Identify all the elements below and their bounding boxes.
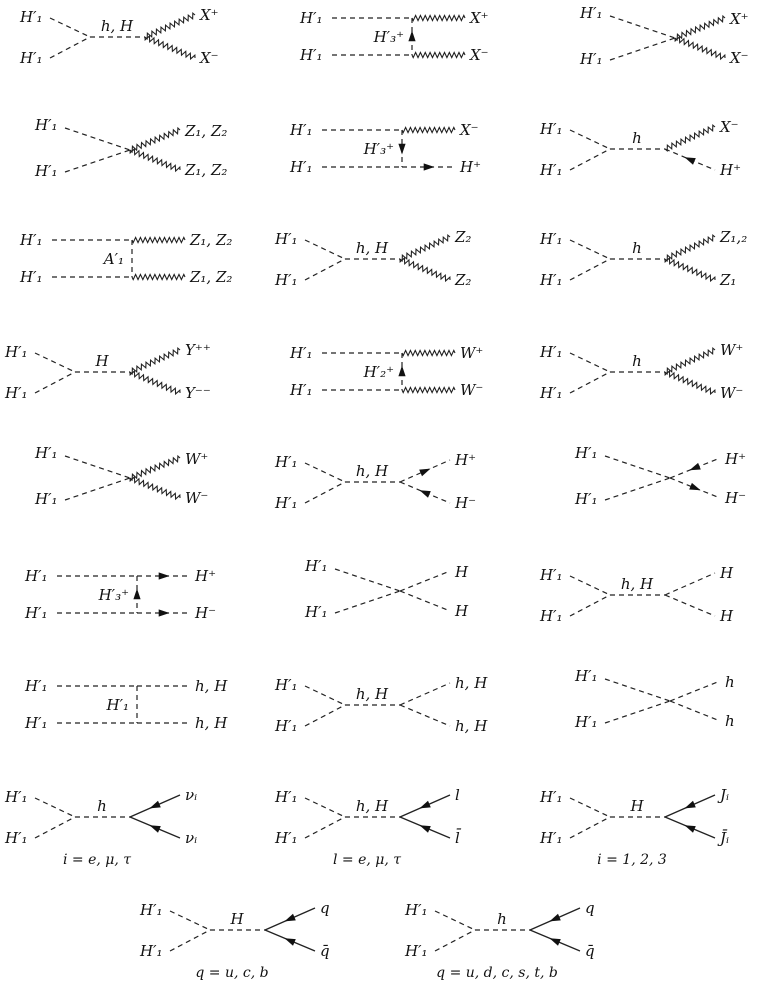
outgoing-label-2: Z₁, Z₂: [190, 268, 233, 286]
outgoing-line-2-arrow: [685, 825, 696, 833]
propagator-label: h, H: [355, 685, 389, 703]
outgoing-line-2: [130, 477, 180, 499]
incoming-label-1: H′₁: [405, 901, 428, 919]
outgoing-line-2: [675, 37, 725, 59]
incoming-line-2: [170, 930, 210, 951]
outgoing-line-2: [412, 52, 465, 57]
incoming-line-2: [305, 482, 345, 503]
outgoing-label-2: Z₁, Z₂: [185, 161, 228, 179]
incoming-line-1: [605, 679, 670, 701]
incoming-line-2: [570, 149, 610, 170]
incoming-label-2: H′₁: [540, 607, 563, 625]
diagram-d6: [539, 118, 741, 179]
incoming-line-2: [570, 595, 610, 616]
incoming-line-2: [305, 259, 345, 280]
incoming-label-2: H′₁: [20, 268, 43, 286]
outgoing-label-1: H⁺: [725, 450, 746, 468]
incoming-label-1: H′₁: [540, 566, 563, 584]
outgoing-label-2: h, H: [195, 714, 228, 732]
incoming-label-1: H′₁: [290, 121, 313, 139]
outgoing-line-2-arrow: [159, 609, 170, 616]
outgoing-line-1-arrow: [285, 914, 296, 922]
incoming-label-2: H′₁: [25, 714, 48, 732]
incoming-label-1: H′₁: [5, 788, 28, 806]
outgoing-line-1: [675, 16, 725, 40]
outgoing-label-2: X⁻: [200, 49, 219, 67]
incoming-label-2: H′₁: [20, 49, 43, 67]
outgoing-label-1: Z₁,₂: [720, 228, 748, 246]
propagator-label: A′₁: [103, 250, 124, 268]
outgoing-line-1-arrow: [419, 469, 430, 477]
propagator-label: H′₃⁺: [363, 140, 394, 158]
diagram-d4: [34, 116, 227, 180]
outgoing-line-2-arrow: [550, 938, 561, 946]
outgoing-label-1: Jᵢ: [720, 786, 730, 804]
diagram-d9: [539, 228, 747, 289]
outgoing-label-1: X⁻: [460, 121, 479, 139]
incoming-label-1: H′₁: [5, 343, 28, 361]
incoming-label-1: H′₁: [20, 8, 43, 26]
diagram-d2: [299, 9, 489, 64]
outgoing-line-1-arrow: [689, 463, 700, 470]
incoming-label-1: H′₁: [20, 231, 43, 249]
propagator-arrow: [133, 589, 140, 600]
incoming-label-1: H′₁: [275, 230, 298, 248]
incoming-label-1: H′₁: [575, 667, 598, 685]
propagator-label: h: [632, 129, 642, 147]
outgoing-label-2: q̄: [320, 942, 330, 960]
outgoing-label-1: h, H: [455, 674, 488, 692]
diagram-d14: [274, 451, 476, 512]
outgoing-line-1: [132, 237, 185, 242]
propagator-label: h: [97, 797, 107, 815]
incoming-line-2: [570, 817, 610, 838]
incoming-line-2: [605, 478, 670, 500]
outgoing-label-1: h, H: [195, 677, 228, 695]
outgoing-line-1: [665, 235, 715, 261]
diagram-d19: [24, 677, 228, 732]
outgoing-line-1: [145, 13, 195, 39]
propagator-arrow: [398, 366, 405, 377]
incoming-line-1: [570, 130, 610, 149]
diagram-d8: [274, 228, 471, 289]
outgoing-label-1: W⁺: [460, 344, 484, 362]
incoming-label-1: H′₁: [540, 343, 563, 361]
diagram-d16: [24, 567, 216, 622]
diagram-d23: [274, 786, 461, 868]
diagram-caption: i = e, μ, τ: [62, 852, 132, 868]
outgoing-label-1: νᵢ: [185, 786, 198, 804]
outgoing-line-2: [400, 705, 450, 726]
incoming-label-1: H′₁: [575, 444, 598, 462]
outgoing-line-2: [130, 149, 180, 171]
outgoing-line-2-arrow: [685, 157, 696, 165]
incoming-label-1: H′₁: [580, 4, 603, 22]
incoming-line-2: [610, 38, 675, 60]
outgoing-line-2: [665, 595, 715, 616]
outgoing-label-1: h: [725, 673, 735, 691]
diagram-d24: [539, 786, 729, 868]
incoming-label-2: H′₁: [405, 942, 428, 960]
outgoing-label-2: H⁺: [460, 158, 481, 176]
incoming-line-1: [335, 569, 400, 591]
incoming-line-1: [65, 128, 130, 150]
outgoing-line-2: [130, 371, 180, 394]
incoming-label-2: H′₁: [140, 942, 163, 960]
outgoing-label-2: Z₂: [455, 271, 472, 289]
propagator-label: H′₂⁺: [363, 363, 394, 381]
diagram-d10: [4, 341, 211, 402]
incoming-label-2: H′₁: [5, 384, 28, 402]
incoming-label-2: H′₁: [575, 490, 598, 508]
incoming-label-1: H′₁: [25, 567, 48, 585]
incoming-line-1: [305, 463, 345, 482]
outgoing-line-1: [412, 15, 465, 20]
outgoing-label-2: Y⁻⁻: [185, 384, 211, 402]
outgoing-line-1: [130, 456, 180, 480]
outgoing-label-1: Z₁, Z₂: [190, 231, 233, 249]
outgoing-label-1: X⁻: [720, 118, 739, 136]
outgoing-label-2: q̄: [585, 942, 595, 960]
outgoing-line-2: [145, 36, 195, 59]
outgoing-label-1: X⁺: [200, 6, 219, 24]
outgoing-label-2: H⁺: [720, 161, 741, 179]
incoming-line-1: [35, 798, 75, 817]
outgoing-line-1-arrow: [150, 801, 161, 809]
outgoing-label-2: W⁻: [720, 384, 744, 402]
outgoing-label-2: W⁻: [460, 381, 484, 399]
incoming-line-2: [435, 930, 475, 951]
outgoing-line-1-arrow: [550, 914, 561, 922]
incoming-line-2: [65, 150, 130, 172]
diagram-caption: q = u, d, c, s, t, b: [436, 965, 558, 981]
diagram-d25: [139, 899, 330, 981]
incoming-line-1: [305, 798, 345, 817]
diagram-d18: [539, 564, 734, 625]
outgoing-line-2: [670, 701, 720, 721]
outgoing-line-1: [665, 573, 715, 595]
propagator-label: H: [230, 910, 244, 928]
outgoing-label-1: W⁺: [185, 450, 209, 468]
incoming-line-1: [35, 353, 75, 372]
outgoing-line-2: [400, 258, 450, 281]
diagram-caption: q = u, c, b: [195, 965, 269, 981]
outgoing-line-2-arrow: [420, 490, 431, 498]
outgoing-label-1: Y⁺⁺: [185, 341, 211, 359]
incoming-label-2: H′₁: [290, 381, 313, 399]
incoming-line-2: [570, 259, 610, 280]
incoming-label-1: H′₁: [305, 557, 328, 575]
incoming-line-1: [65, 456, 130, 478]
outgoing-label-2: l̄: [455, 829, 460, 847]
outgoing-label-2: h, H: [455, 717, 488, 735]
outgoing-line-2-arrow: [285, 938, 296, 946]
outgoing-line-1-arrow: [420, 801, 431, 809]
incoming-label-1: H′₁: [35, 444, 58, 462]
propagator-label: h, H: [100, 17, 134, 35]
incoming-label-2: H′₁: [305, 603, 328, 621]
propagator-label: h, H: [355, 239, 389, 257]
incoming-label-2: H′₁: [540, 271, 563, 289]
outgoing-label-1: l: [455, 786, 460, 804]
outgoing-label-2: X⁻: [470, 46, 489, 64]
incoming-line-1: [305, 240, 345, 259]
incoming-label-2: H′₁: [35, 490, 58, 508]
incoming-label-2: H′₁: [5, 829, 28, 847]
outgoing-line-2: [400, 591, 450, 611]
incoming-label-1: H′₁: [290, 344, 313, 362]
diagram-d26: [404, 899, 595, 981]
incoming-line-1: [605, 456, 670, 478]
diagram-d17: [304, 557, 469, 621]
propagator-label: H′₃⁺: [373, 28, 404, 46]
incoming-label-2: H′₁: [275, 829, 298, 847]
diagram-d11: [289, 344, 483, 399]
incoming-label-1: H′₁: [25, 677, 48, 695]
outgoing-line-2-arrow: [424, 163, 435, 170]
propagator-label: h, H: [355, 462, 389, 480]
propagator-label: H: [95, 352, 109, 370]
outgoing-label-2: H⁻: [195, 604, 216, 622]
outgoing-label-1: W⁺: [720, 341, 744, 359]
incoming-label-1: H′₁: [35, 116, 58, 134]
incoming-line-2: [605, 701, 670, 723]
propagator-label: H′₁: [106, 696, 129, 714]
incoming-line-2: [570, 372, 610, 393]
incoming-line-1: [50, 18, 90, 37]
incoming-label-2: H′₁: [275, 271, 298, 289]
propagator-arrow: [408, 31, 415, 42]
outgoing-line-1: [400, 571, 450, 591]
incoming-label-2: H′₁: [25, 604, 48, 622]
outgoing-line-2-arrow: [689, 483, 700, 490]
diagram-d3: [579, 4, 749, 68]
outgoing-line-1: [130, 128, 180, 152]
outgoing-label-2: h: [725, 712, 735, 730]
outgoing-line-1-arrow: [685, 801, 696, 809]
incoming-label-1: H′₁: [275, 676, 298, 694]
outgoing-line-1: [665, 125, 715, 151]
diagram-d7: [19, 231, 232, 286]
incoming-line-2: [65, 478, 130, 500]
incoming-label-2: H′₁: [540, 384, 563, 402]
incoming-line-1: [570, 353, 610, 372]
outgoing-line-2: [665, 371, 715, 394]
outgoing-label-2: H⁻: [455, 494, 476, 512]
propagator-label: h: [632, 239, 642, 257]
diagram-d22: [4, 786, 197, 868]
diagram-d21: [574, 667, 735, 731]
diagram-d5: [289, 121, 481, 176]
outgoing-line-1: [670, 681, 720, 701]
propagator-label: h: [632, 352, 642, 370]
incoming-line-1: [610, 16, 675, 38]
outgoing-line-2: [665, 258, 715, 281]
propagator-arrow: [398, 144, 405, 155]
outgoing-label-2: X⁻: [730, 49, 749, 67]
propagator-label: h: [497, 910, 507, 928]
outgoing-label-1: H: [720, 564, 734, 582]
incoming-label-1: H′₁: [300, 9, 323, 27]
incoming-line-1: [435, 911, 475, 930]
diagram-d13: [34, 444, 208, 508]
outgoing-line-2-arrow: [420, 825, 431, 833]
outgoing-label-1: Z₂: [455, 228, 472, 246]
incoming-label-1: H′₁: [275, 788, 298, 806]
outgoing-label-2: W⁻: [185, 489, 209, 507]
propagator-label: h, H: [355, 797, 389, 815]
incoming-label-1: H′₁: [540, 120, 563, 138]
incoming-line-2: [335, 591, 400, 613]
incoming-line-2: [50, 37, 90, 58]
incoming-label-1: H′₁: [275, 453, 298, 471]
incoming-label-2: H′₁: [580, 50, 603, 68]
incoming-label-1: H′₁: [540, 788, 563, 806]
incoming-line-1: [570, 798, 610, 817]
outgoing-line-1: [402, 350, 455, 355]
incoming-line-1: [570, 240, 610, 259]
outgoing-line-1-arrow: [159, 572, 170, 579]
diagram-d1: [19, 6, 219, 67]
outgoing-label-1: H⁺: [195, 567, 216, 585]
incoming-label-1: H′₁: [140, 901, 163, 919]
outgoing-label-2: H: [455, 602, 469, 620]
outgoing-label-2: H: [720, 607, 734, 625]
incoming-line-2: [35, 372, 75, 393]
outgoing-line-1: [130, 348, 180, 374]
diagram-d20: [274, 674, 488, 735]
outgoing-label-2: Z₁: [720, 271, 737, 289]
propagator-label: H: [630, 797, 644, 815]
incoming-line-2: [35, 817, 75, 838]
incoming-label-2: H′₁: [540, 161, 563, 179]
diagram-caption: i = 1, 2, 3: [597, 852, 667, 868]
outgoing-label-1: q: [585, 899, 595, 917]
incoming-line-1: [570, 576, 610, 595]
incoming-label-2: H′₁: [300, 46, 323, 64]
outgoing-label-1: X⁺: [470, 9, 489, 27]
outgoing-label-1: H: [455, 563, 469, 581]
outgoing-line-1: [402, 127, 455, 132]
incoming-label-2: H′₁: [35, 162, 58, 180]
outgoing-label-2: J̄ᵢ: [720, 829, 730, 847]
outgoing-label-2: H⁻: [725, 489, 746, 507]
incoming-line-2: [305, 705, 345, 726]
outgoing-label-1: X⁺: [730, 10, 749, 28]
incoming-label-2: H′₁: [275, 494, 298, 512]
incoming-label-2: H′₁: [540, 829, 563, 847]
outgoing-line-2: [132, 274, 185, 279]
outgoing-line-1: [400, 683, 450, 705]
outgoing-label-1: H⁺: [455, 451, 476, 469]
outgoing-line-2: [402, 387, 455, 392]
outgoing-line-2-arrow: [150, 825, 161, 833]
diagram-d12: [539, 341, 743, 402]
outgoing-label-1: q: [320, 899, 330, 917]
incoming-label-2: H′₁: [575, 713, 598, 731]
incoming-line-1: [170, 911, 210, 930]
outgoing-line-1: [665, 348, 715, 374]
outgoing-line-1: [400, 235, 450, 261]
incoming-label-2: H′₁: [275, 717, 298, 735]
diagram-caption: l = e, μ, τ: [332, 852, 402, 868]
incoming-line-1: [305, 686, 345, 705]
incoming-line-2: [305, 817, 345, 838]
incoming-label-1: H′₁: [540, 230, 563, 248]
incoming-label-2: H′₁: [290, 158, 313, 176]
propagator-label: h, H: [620, 575, 654, 593]
propagator-label: H′₃⁺: [98, 586, 129, 604]
outgoing-label-2: νᵢ: [185, 829, 198, 847]
outgoing-label-1: Z₁, Z₂: [185, 122, 228, 140]
diagram-d15: [574, 444, 746, 508]
